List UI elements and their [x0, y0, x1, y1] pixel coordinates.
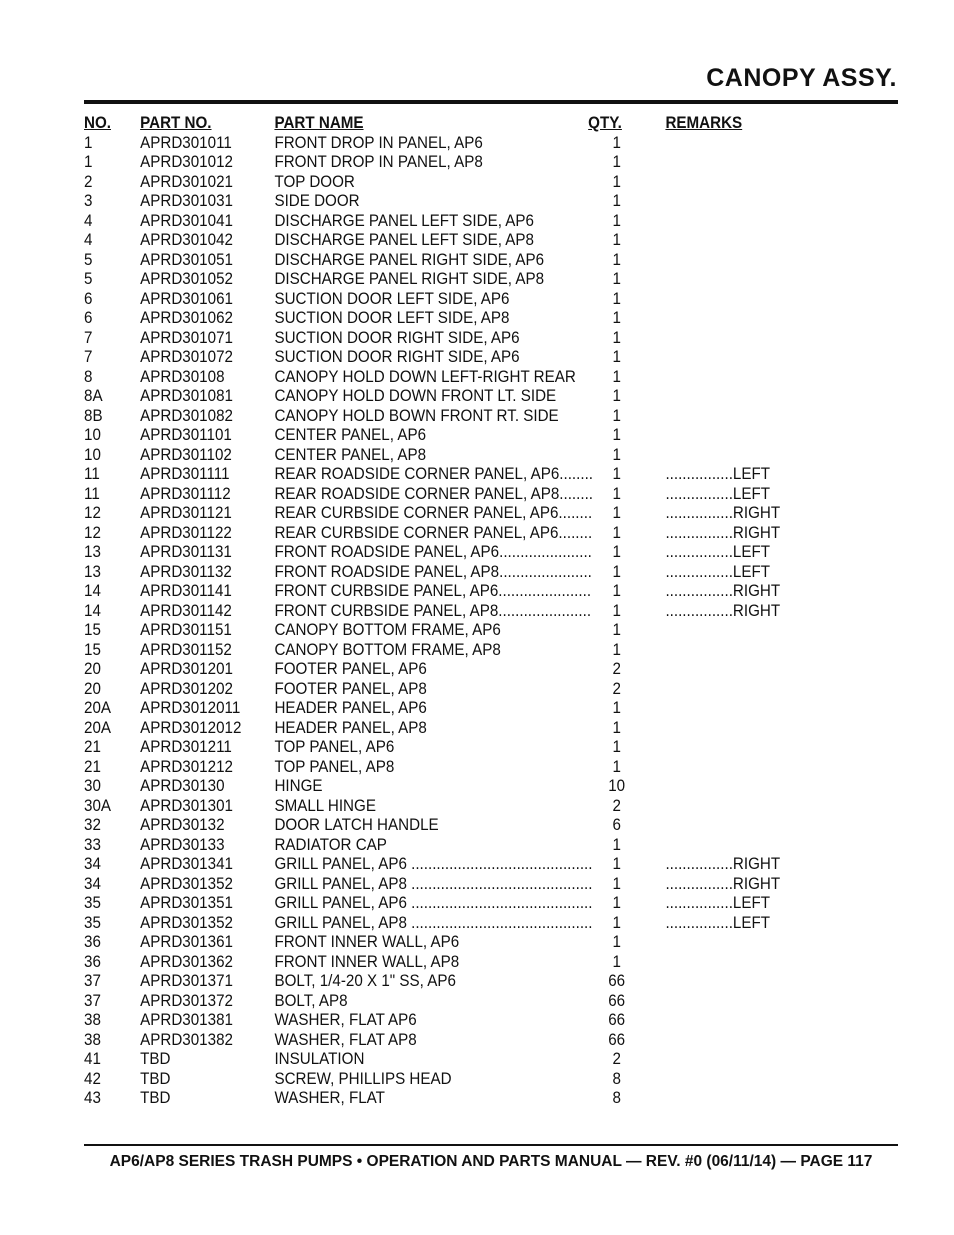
cell-part-name: DISCHARGE PANEL LEFT SIDE, AP6: [274, 211, 534, 230]
cell-part-name: GRILL PANEL, AP8 ...........................................: [274, 913, 593, 932]
cell-no: 15: [84, 640, 101, 659]
table-row: [84, 446, 728, 466]
cell-qty: 1: [612, 250, 621, 269]
header-part-no: PART NO.: [140, 114, 212, 132]
cell-no: 30: [84, 777, 101, 795]
table-row: [84, 426, 728, 446]
cell-no: 36: [84, 933, 101, 951]
cell-part-no: APRD301301: [140, 796, 233, 815]
cell-part-no: APRD301132: [140, 562, 232, 581]
cell-part-name: HEADER PANEL, AP8: [274, 718, 427, 737]
cell-part-name: BOLT, 1/4-20 X 1" SS, AP6: [274, 972, 456, 990]
cell-qty: 2: [612, 679, 621, 698]
cell-part-name: SMALL HINGE: [274, 796, 376, 815]
cell-no: 8B: [84, 406, 103, 425]
cell-qty: 66: [608, 1030, 626, 1049]
cell-qty: 2: [612, 1050, 621, 1068]
cell-qty: 66: [608, 1011, 626, 1029]
cell-part-name: FRONT DROP IN PANEL, AP8: [274, 153, 483, 171]
cell-part-name: FRONT CURBSIDE PANEL, AP6......................: [274, 582, 592, 600]
cell-remarks: ................LEFT: [665, 465, 771, 483]
cell-qty: 1: [612, 192, 621, 210]
header-qty: QTY.: [588, 114, 622, 132]
cell-part-name: GRILL PANEL, AP6 ...........................................: [274, 894, 593, 912]
header-remarks: REMARKS: [665, 114, 743, 132]
table-row: [84, 1050, 728, 1070]
cell-part-no: APRD301141: [140, 582, 232, 600]
table-row: [84, 660, 728, 680]
table-row: [84, 212, 728, 232]
cell-part-no: APRD301122: [140, 523, 232, 542]
cell-qty: 1: [612, 582, 621, 600]
cell-no: 33: [84, 835, 101, 854]
table-row: [84, 270, 728, 290]
table-row: [84, 231, 728, 251]
cell-part-no: APRD301052: [140, 270, 233, 288]
cell-part-no: APRD301381: [140, 1011, 233, 1029]
table-row: [84, 738, 728, 758]
cell-part-name: FRONT ROADSIDE PANEL, AP8......................: [274, 562, 592, 581]
table-row: [84, 797, 728, 817]
cell-no: 11: [84, 465, 100, 483]
cell-no: 13: [84, 543, 101, 561]
cell-part-name: FRONT DROP IN PANEL, AP6: [274, 133, 483, 152]
table-header-row: [84, 114, 743, 134]
cell-no: 41: [84, 1050, 101, 1068]
cell-part-no: APRD301361: [140, 933, 233, 951]
cell-no: 30A: [84, 796, 112, 815]
cell-part-name: FOOTER PANEL, AP6: [274, 660, 427, 678]
table-row: [84, 894, 771, 914]
cell-no: 4: [84, 231, 93, 249]
cell-part-no: APRD301101: [140, 426, 232, 444]
cell-part-name: CENTER PANEL, AP6: [274, 426, 427, 444]
cell-no: 13: [84, 562, 101, 581]
cell-qty: 1: [612, 699, 621, 717]
table-row: [84, 134, 728, 154]
cell-part-no: APRD301211: [140, 738, 232, 756]
cell-part-no: APRD30130: [140, 777, 225, 795]
cell-qty: 1: [612, 367, 621, 386]
cell-qty: 1: [612, 523, 621, 542]
cell-qty: 1: [612, 504, 621, 522]
cell-no: 1: [84, 133, 93, 152]
cell-no: 38: [84, 1011, 101, 1029]
cell-part-no: APRD301042: [140, 231, 233, 249]
cell-remarks: ................LEFT: [665, 543, 771, 561]
cell-part-name: CANOPY HOLD DOWN LEFT-RIGHT REAR: [274, 367, 576, 386]
cell-no: 2: [84, 172, 93, 191]
cell-qty: 1: [612, 835, 621, 854]
cell-no: 3: [84, 192, 93, 210]
cell-qty: 8: [612, 1089, 621, 1107]
cell-part-no: APRD301051: [140, 250, 233, 269]
cell-part-no: APRD301341: [140, 855, 233, 873]
cell-part-no: APRD301012: [140, 153, 233, 171]
cell-qty: 1: [612, 913, 621, 932]
cell-qty: 1: [612, 543, 621, 561]
cell-part-name: WASHER, FLAT: [274, 1089, 385, 1107]
table-row: [84, 953, 728, 973]
cell-qty: 1: [612, 621, 621, 639]
cell-qty: 1: [612, 270, 621, 288]
cell-part-name: HINGE: [274, 777, 323, 795]
header-no: NO.: [84, 114, 111, 132]
cell-part-no: APRD301011: [140, 133, 232, 152]
cell-qty: 1: [612, 328, 621, 347]
cell-part-name: CANOPY BOTTOM FRAME, AP6: [274, 621, 501, 639]
cell-qty: 1: [612, 952, 621, 971]
table-row: [84, 1070, 728, 1090]
cell-no: 6: [84, 289, 93, 308]
table-row: [84, 972, 728, 992]
cell-no: 37: [84, 991, 101, 1010]
cell-remarks: ................LEFT: [665, 562, 771, 581]
cell-no: 6: [84, 309, 93, 327]
cell-part-name: WASHER, FLAT AP8: [274, 1030, 417, 1049]
cell-part-name: CENTER PANEL, AP8: [274, 445, 427, 464]
cell-part-no: APRD301061: [140, 289, 233, 308]
cell-part-no: APRD301151: [140, 621, 232, 639]
cell-qty: 1: [612, 894, 621, 912]
table-row: [84, 329, 728, 349]
table-row: [84, 173, 728, 193]
cell-no: 11: [84, 484, 100, 503]
table-row: [84, 855, 781, 875]
cell-part-name: INSULATION: [274, 1050, 365, 1068]
cell-qty: 1: [612, 406, 621, 425]
table-row: [84, 719, 728, 739]
cell-no: 12: [84, 504, 101, 522]
cell-qty: 1: [612, 426, 621, 444]
table-row: [84, 465, 771, 485]
cell-no: 32: [84, 816, 101, 834]
cell-no: 10: [84, 426, 101, 444]
table-row: [84, 992, 728, 1012]
cell-qty: 1: [612, 211, 621, 230]
table-row: [84, 290, 728, 310]
table-row: [84, 251, 728, 271]
cell-qty: 1: [612, 133, 621, 152]
cell-no: 1: [84, 153, 93, 171]
cell-part-no: APRD301081: [140, 387, 233, 405]
cell-part-name: REAR ROADSIDE CORNER PANEL, AP8........: [274, 484, 594, 503]
cell-part-no: APRD301371: [140, 972, 233, 990]
cell-qty: 1: [612, 562, 621, 581]
cell-qty: 1: [612, 601, 621, 620]
table-row: [84, 562, 771, 583]
cell-no: 5: [84, 270, 93, 288]
cell-part-name: SUCTION DOOR LEFT SIDE, AP6: [274, 289, 510, 308]
cell-no: 34: [84, 874, 101, 893]
table-row: [84, 680, 728, 700]
cell-part-no: TBD: [140, 1069, 171, 1088]
cell-no: 21: [84, 757, 101, 776]
cell-part-no: TBD: [140, 1089, 171, 1107]
cell-part-name: CANOPY HOLD BOWN FRONT RT. SIDE: [274, 406, 559, 425]
cell-qty: 66: [608, 991, 626, 1010]
cell-part-no: APRD301362: [140, 952, 233, 971]
cell-part-no: APRD301131: [140, 543, 232, 561]
cell-no: 15: [84, 621, 101, 639]
cell-part-name: REAR CURBSIDE CORNER PANEL, AP6........: [274, 504, 593, 522]
cell-no: 10: [84, 445, 101, 464]
cell-qty: 2: [612, 660, 621, 678]
cell-remarks: ................RIGHT: [665, 855, 781, 873]
cell-qty: 1: [612, 718, 621, 737]
cell-part-name: TOP PANEL, AP8: [274, 757, 395, 776]
cell-no: 35: [84, 913, 101, 932]
cell-part-name: DISCHARGE PANEL RIGHT SIDE, AP6: [274, 250, 545, 269]
cell-part-no: APRD3012012: [140, 718, 242, 737]
table-row: [84, 621, 728, 641]
cell-qty: 1: [612, 387, 621, 405]
cell-part-no: APRD301352: [140, 874, 233, 893]
cell-part-no: APRD301142: [140, 601, 232, 620]
cell-part-no: APRD301072: [140, 348, 233, 366]
cell-no: 36: [84, 952, 101, 971]
cell-part-name: FRONT INNER WALL, AP8: [274, 952, 460, 971]
table-row: [84, 1011, 728, 1031]
cell-part-name: GRILL PANEL, AP8 ...........................................: [274, 874, 593, 893]
cell-part-name: FRONT ROADSIDE PANEL, AP6......................: [274, 543, 592, 561]
cell-no: 20A: [84, 718, 112, 737]
cell-part-no: APRD301102: [140, 445, 232, 464]
cell-qty: 1: [612, 855, 621, 873]
cell-qty: 1: [612, 172, 621, 191]
table-row: [84, 874, 781, 895]
cell-part-name: CANOPY BOTTOM FRAME, AP8: [274, 640, 501, 659]
cell-no: 35: [84, 894, 101, 912]
cell-part-no: APRD301152: [140, 640, 232, 659]
cell-no: 43: [84, 1089, 101, 1107]
table-row: [84, 484, 771, 505]
table-row: [84, 407, 728, 427]
table-row: [84, 1089, 728, 1109]
cell-part-no: APRD301041: [140, 211, 233, 230]
cell-no: 7: [84, 348, 93, 366]
cell-part-no: APRD301382: [140, 1030, 233, 1049]
cell-no: 7: [84, 328, 93, 347]
cell-qty: 1: [612, 874, 621, 893]
header-part-name: PART NAME: [274, 114, 364, 132]
table-row: [84, 582, 781, 602]
table-row: [84, 543, 771, 563]
cell-part-no: APRD301202: [140, 679, 233, 698]
cell-remarks: ................RIGHT: [665, 504, 781, 522]
table-row: [84, 601, 781, 622]
cell-part-no: APRD301082: [140, 406, 233, 425]
parts-table: [84, 114, 784, 1109]
table-row: [84, 1031, 728, 1051]
table-row: [84, 816, 728, 836]
table-row: [84, 153, 728, 173]
cell-qty: 10: [608, 777, 626, 795]
cell-qty: 1: [612, 289, 621, 308]
cell-part-name: HEADER PANEL, AP6: [274, 699, 427, 717]
cell-qty: 6: [612, 816, 621, 834]
table-row: [84, 504, 781, 524]
cell-qty: 1: [612, 465, 621, 483]
cell-qty: 1: [612, 348, 621, 366]
header-rule: [84, 100, 898, 104]
cell-qty: 66: [608, 972, 626, 990]
cell-part-name: REAR CURBSIDE CORNER PANEL, AP6........: [274, 523, 593, 542]
cell-part-name: GRILL PANEL, AP6 ...........................................: [274, 855, 593, 873]
cell-remarks: ................LEFT: [665, 484, 771, 503]
cell-part-name: FRONT CURBSIDE PANEL, AP8......................: [274, 601, 592, 620]
cell-no: 8: [84, 367, 93, 386]
cell-part-name: RADIATOR CAP: [274, 835, 387, 854]
cell-part-name: DISCHARGE PANEL RIGHT SIDE, AP8: [274, 270, 545, 288]
cell-qty: 1: [612, 484, 621, 503]
cell-no: 34: [84, 855, 101, 873]
cell-no: 12: [84, 523, 101, 542]
cell-part-name: TOP DOOR: [274, 172, 355, 191]
cell-part-no: APRD3012011: [140, 699, 241, 717]
cell-part-name: DISCHARGE PANEL LEFT SIDE, AP8: [274, 231, 534, 249]
cell-no: 20: [84, 679, 101, 698]
cell-qty: 2: [612, 796, 621, 815]
cell-no: 14: [84, 601, 101, 620]
cell-part-no: APRD301062: [140, 309, 233, 327]
cell-part-no: APRD30132: [140, 816, 225, 834]
cell-qty: 1: [612, 738, 621, 756]
table-row: [84, 348, 728, 368]
cell-no: 14: [84, 582, 101, 600]
cell-part-name: CANOPY HOLD DOWN FRONT LT. SIDE: [274, 387, 557, 405]
cell-part-no: APRD301031: [140, 192, 233, 210]
cell-part-no: APRD301212: [140, 757, 233, 776]
cell-part-no: APRD301121: [140, 504, 232, 522]
cell-part-no: APRD301021: [140, 172, 233, 191]
cell-part-name: SUCTION DOOR LEFT SIDE, AP8: [274, 309, 510, 327]
table-row: [84, 758, 728, 778]
cell-part-name: TOP PANEL, AP6: [274, 738, 395, 756]
cell-part-name: WASHER, FLAT AP6: [274, 1011, 417, 1029]
cell-qty: 1: [612, 309, 621, 327]
cell-part-name: FRONT INNER WALL, AP6: [274, 933, 460, 951]
cell-no: 21: [84, 738, 101, 756]
table-row: [84, 933, 728, 953]
cell-part-no: APRD301111: [140, 465, 230, 483]
cell-remarks: ................RIGHT: [665, 582, 781, 600]
cell-qty: 1: [612, 153, 621, 171]
table-row: [84, 836, 728, 856]
table-row: [84, 641, 728, 661]
table-row: [84, 192, 728, 212]
table-row: [84, 777, 728, 797]
cell-qty: 8: [612, 1069, 621, 1088]
cell-remarks: ................RIGHT: [665, 601, 781, 620]
cell-part-name: SUCTION DOOR RIGHT SIDE, AP6: [274, 328, 520, 347]
cell-no: 8A: [84, 387, 103, 405]
cell-part-name: REAR ROADSIDE CORNER PANEL, AP6........: [274, 465, 594, 483]
table-row: [84, 523, 781, 544]
cell-part-name: BOLT, AP8: [274, 991, 348, 1010]
page-title: CANOPY ASSY.: [706, 64, 897, 92]
cell-remarks: ................LEFT: [665, 894, 771, 912]
cell-part-no: APRD301071: [140, 328, 233, 347]
cell-no: 38: [84, 1030, 101, 1049]
cell-no: 5: [84, 250, 93, 269]
cell-part-no: APRD30108: [140, 367, 225, 386]
cell-part-no: APRD301352: [140, 913, 233, 932]
cell-part-name: SIDE DOOR: [274, 192, 360, 210]
cell-qty: 1: [612, 445, 621, 464]
cell-qty: 1: [612, 933, 621, 951]
cell-part-name: SCREW, PHILLIPS HEAD: [274, 1069, 452, 1088]
table-row: [84, 387, 728, 407]
cell-part-no: APRD301112: [140, 484, 231, 503]
cell-remarks: ................RIGHT: [665, 523, 781, 542]
table-row: [84, 309, 728, 329]
page-footer: AP6/AP8 SERIES TRASH PUMPS • OPERATION AND PARTS MANUAL — REV. #0 (06/11/14) — PAGE 117: [109, 1153, 873, 1170]
cell-no: 37: [84, 972, 101, 990]
cell-no: 20A: [84, 699, 112, 717]
cell-part-no: APRD30133: [140, 835, 225, 854]
cell-qty: 1: [612, 757, 621, 776]
cell-part-no: APRD301372: [140, 991, 233, 1010]
cell-no: 20: [84, 660, 101, 678]
table-row: [84, 913, 771, 934]
cell-qty: 1: [612, 231, 621, 249]
table-row: [84, 699, 728, 719]
cell-part-no: APRD301201: [140, 660, 233, 678]
cell-remarks: ................LEFT: [665, 913, 771, 932]
cell-qty: 1: [612, 640, 621, 659]
cell-no: 42: [84, 1069, 101, 1088]
cell-remarks: ................RIGHT: [665, 874, 781, 893]
table-row: [84, 368, 728, 388]
cell-part-no: APRD301351: [140, 894, 233, 912]
cell-no: 4: [84, 211, 93, 230]
cell-part-name: FOOTER PANEL, AP8: [274, 679, 427, 698]
cell-part-name: DOOR LATCH HANDLE: [274, 816, 439, 834]
footer-rule: [84, 1144, 898, 1146]
cell-part-no: TBD: [140, 1050, 171, 1068]
cell-part-name: SUCTION DOOR RIGHT SIDE, AP6: [274, 348, 520, 366]
